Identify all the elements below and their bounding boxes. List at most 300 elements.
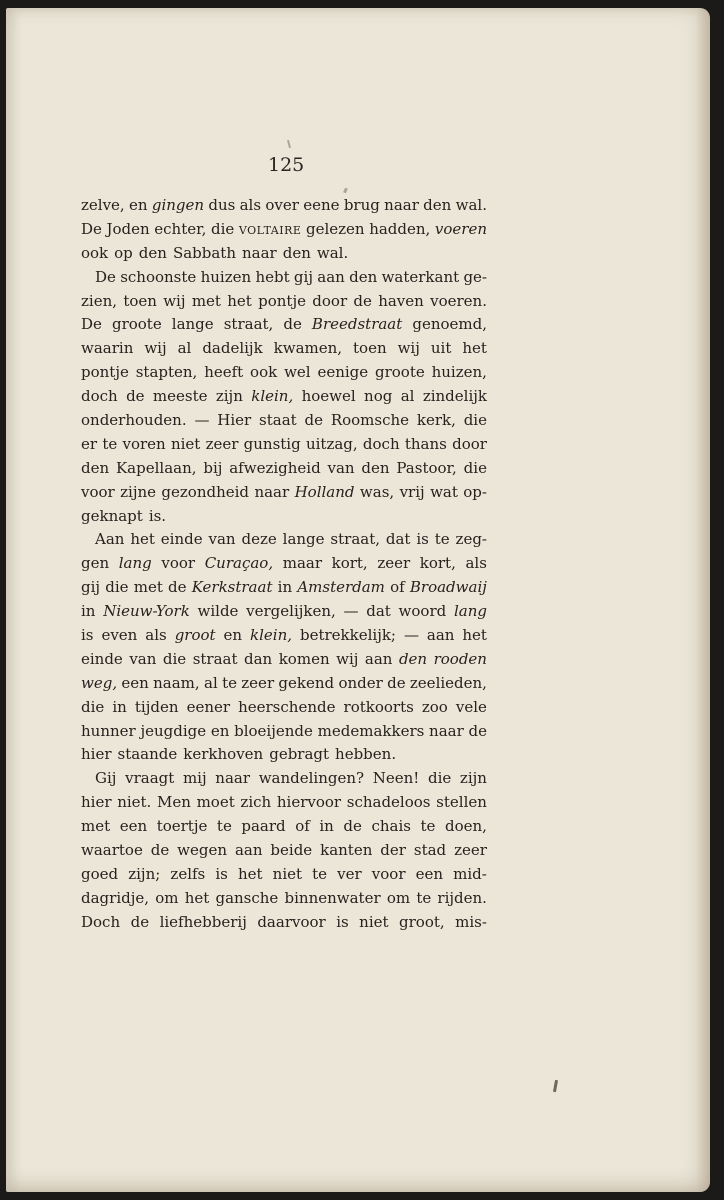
word: te [312, 864, 328, 883]
word: gen [81, 554, 110, 573]
word: met [81, 817, 111, 836]
word: daarvoor [257, 912, 326, 931]
word: wandelingen? [258, 769, 365, 788]
word: in [319, 817, 334, 836]
text-line [81, 409, 487, 433]
word: zeer [241, 673, 275, 692]
word: uit [430, 339, 452, 358]
word: die [105, 578, 129, 597]
word: den [398, 649, 428, 668]
word: wal. [455, 196, 487, 214]
word: Pastoor, [396, 458, 457, 477]
text-line [81, 242, 487, 266]
word: doch [81, 387, 118, 406]
word: te [434, 530, 450, 549]
word: zeer [454, 841, 487, 860]
word: doen, [444, 817, 487, 836]
word: met [133, 578, 163, 597]
text-line [81, 863, 487, 887]
word: niet [170, 434, 201, 453]
word: De [81, 315, 102, 334]
word: zelfs [170, 864, 206, 883]
text-line [81, 290, 487, 314]
word: ver [337, 864, 362, 883]
word: kerk, [416, 411, 456, 430]
word: Breedstraat [311, 315, 403, 334]
word: dat [385, 530, 411, 549]
word: die [463, 458, 487, 477]
text-line [81, 481, 487, 505]
word: moet [196, 793, 235, 812]
word: zien, [81, 291, 118, 310]
word: afwezigheid [229, 458, 321, 477]
word: lang [453, 602, 487, 621]
word: huizen [200, 267, 252, 286]
word: thans [404, 434, 447, 453]
word: gebragt [269, 745, 330, 764]
word: toen [353, 339, 387, 358]
word: zeg- [455, 530, 487, 549]
word: stad [413, 841, 447, 860]
word: eenige [317, 363, 369, 382]
word: vergelijken, [246, 602, 336, 621]
word: Kerkstraat [191, 578, 273, 597]
word: wegen [177, 841, 228, 860]
word: lang [118, 554, 152, 573]
text-line [81, 433, 487, 457]
text-line [81, 600, 487, 624]
word: zijn [215, 387, 243, 406]
ink-mark [553, 1080, 558, 1092]
word: vrij [399, 482, 425, 501]
word: ook [81, 243, 109, 262]
word: dadelijk [202, 339, 263, 358]
word: — [194, 411, 210, 430]
word: aan [234, 841, 263, 860]
word: Curaçao, [204, 554, 274, 573]
word: huizen, [431, 363, 487, 382]
word: voeren [434, 219, 487, 238]
word: brug [343, 196, 380, 214]
body-text [81, 194, 487, 935]
word: Aan [95, 530, 125, 549]
word: binnenwater [284, 888, 381, 907]
word: genoemd, [412, 315, 487, 334]
word: was, [359, 482, 395, 501]
word: — [403, 626, 419, 645]
word: naar [254, 482, 290, 501]
word: het [462, 626, 487, 645]
word: voltaire [238, 219, 302, 238]
word: haven [378, 291, 424, 310]
word: Joden [106, 219, 150, 238]
word: hebben. [335, 745, 397, 764]
word: beide [270, 841, 313, 860]
word: die [427, 769, 452, 788]
word: doch [362, 434, 400, 453]
word: echter, [154, 219, 207, 238]
text-line [81, 576, 487, 600]
word: kort, [331, 554, 368, 573]
word: zeelieden, [409, 673, 487, 692]
word: einde [160, 530, 203, 549]
word: paard [241, 817, 286, 836]
text-line [81, 672, 487, 696]
word: om [386, 888, 411, 907]
word: Hier [217, 411, 252, 430]
text-line [81, 696, 487, 720]
word: te [222, 673, 237, 692]
word: bij [203, 458, 223, 477]
word: het [227, 291, 252, 310]
word: niet. [117, 793, 152, 812]
word: aan [364, 649, 393, 668]
word: zeer [377, 554, 411, 573]
word: door [452, 434, 487, 453]
ink-mark [343, 188, 348, 194]
word: Doch [81, 912, 121, 931]
word: liefhebberij [159, 912, 247, 931]
word: en [129, 196, 148, 214]
word: op [114, 243, 133, 262]
word: Men [157, 793, 191, 812]
word: dan [244, 649, 273, 668]
word: de [304, 411, 323, 430]
word: den [423, 196, 452, 214]
word: of [295, 817, 310, 836]
word: rotkoorts [343, 697, 414, 716]
word: in [277, 578, 293, 597]
word: ook [250, 363, 278, 382]
text-line [81, 720, 487, 744]
word: kwamen, [273, 339, 343, 358]
word: uitzag, [305, 434, 358, 453]
word: voor [371, 864, 406, 883]
word: dat [366, 602, 391, 621]
word: jeugdige [140, 721, 207, 740]
word: niet [359, 912, 389, 931]
word: de [343, 817, 362, 836]
word: den [361, 458, 390, 477]
word: als [465, 554, 487, 573]
text-line [81, 911, 487, 935]
text-line [81, 552, 487, 576]
word: schadeloos [346, 793, 431, 812]
page-edge [696, 8, 710, 1192]
word: bloeijende [234, 721, 313, 740]
word: der [380, 841, 406, 860]
word: den [138, 243, 167, 262]
text-line [81, 624, 487, 648]
word: dus [208, 196, 236, 214]
word: einde [81, 649, 123, 668]
word: waartoe [81, 841, 143, 860]
word: al [177, 339, 192, 358]
word: goed [81, 864, 119, 883]
word: zijne [120, 482, 157, 501]
word: een [415, 864, 444, 883]
word: mij [182, 769, 207, 788]
word: pontje [258, 291, 306, 310]
word: van [208, 530, 236, 549]
word: zijn [459, 769, 487, 788]
word: staande [117, 745, 178, 764]
word: wel [284, 363, 311, 382]
word: zeer [205, 434, 239, 453]
word: lange [282, 530, 325, 549]
word: wij [163, 291, 186, 310]
word: den [81, 458, 110, 477]
text-line [81, 266, 487, 290]
word: te [216, 817, 232, 836]
word: is [81, 626, 94, 645]
word: Holland [294, 482, 355, 501]
word: staat [259, 411, 297, 430]
word: hoewel [301, 387, 356, 406]
word: toertje [156, 817, 208, 836]
word: in [81, 602, 96, 621]
word: zindelijk [422, 387, 487, 406]
page-number: 125 [268, 154, 305, 176]
word: gij [293, 267, 313, 286]
word: naar [215, 769, 251, 788]
word: van [129, 649, 157, 668]
text-line [81, 385, 487, 409]
word: de [353, 291, 372, 310]
word: de [387, 673, 406, 692]
word: gekend [278, 673, 335, 692]
word: waarin [81, 339, 134, 358]
word: naar [242, 243, 277, 262]
word: de [468, 721, 487, 740]
word: tijden [134, 697, 179, 716]
word: vraagt [125, 769, 175, 788]
word: Roomsche [330, 411, 410, 430]
word: rooden [433, 649, 487, 668]
word: groote [111, 315, 162, 334]
word: het [130, 530, 155, 549]
text-line [81, 505, 487, 529]
word: ge- [463, 267, 487, 286]
word: aan [426, 626, 455, 645]
word: er [81, 434, 98, 453]
word: onder [338, 673, 383, 692]
word: De [81, 219, 102, 238]
word: Broadwaij [409, 578, 487, 597]
word: straat, [223, 315, 274, 334]
word: voren [122, 434, 166, 453]
word: straat [192, 649, 238, 668]
word: is [215, 864, 228, 883]
word: hadden, [369, 219, 431, 238]
word: gelezen [306, 219, 365, 238]
word: de [168, 578, 187, 597]
word: in [112, 697, 127, 716]
text-line [81, 218, 487, 242]
word: naam, [153, 673, 200, 692]
word: is [336, 912, 349, 931]
word: heeft [204, 363, 244, 382]
word: wij [144, 339, 167, 358]
word: mis- [455, 912, 487, 931]
word: den [349, 267, 378, 286]
word: Nieuw-York [103, 602, 190, 621]
word: de [150, 841, 170, 860]
word: Sabbath [172, 243, 236, 262]
word: woord [398, 602, 447, 621]
word: zelve, [81, 196, 125, 214]
word: het [237, 864, 263, 883]
word: om [155, 888, 179, 907]
word: gij [81, 578, 101, 597]
word: gingen [151, 196, 205, 214]
word: den [282, 243, 311, 262]
word: wal. [316, 243, 349, 262]
word: met [191, 291, 221, 310]
word: betrekkelijk; [299, 626, 396, 645]
word: hunner [81, 721, 136, 740]
text-line [81, 361, 487, 385]
word: die [81, 697, 105, 716]
word: hier [81, 793, 112, 812]
word: Neen! [372, 769, 420, 788]
word: voeren. [430, 291, 487, 310]
word: deze [241, 530, 277, 549]
word: nog [364, 387, 393, 406]
text-line [81, 815, 487, 839]
word: klein, [250, 626, 293, 645]
word: Gij [95, 769, 117, 788]
word: groot [174, 626, 216, 645]
text-line [81, 194, 487, 218]
word: kanten [320, 841, 373, 860]
word: als [145, 626, 167, 645]
word: wilde [197, 602, 239, 621]
word: of [390, 578, 405, 597]
word: naar [384, 196, 419, 214]
word: medemakkers [317, 721, 425, 740]
word: van [327, 458, 355, 477]
word: groote [375, 363, 425, 382]
word: eene [303, 196, 340, 214]
word: te [102, 434, 118, 453]
word: onderhouden. [81, 411, 187, 430]
word: maar [282, 554, 322, 573]
word: Amsterdam [297, 578, 385, 597]
word: hiervoor [276, 793, 342, 812]
word: een [119, 817, 148, 836]
word: chais [371, 817, 411, 836]
text-line [81, 337, 487, 361]
word: voor [81, 482, 115, 501]
word: de [283, 315, 302, 334]
word: die [463, 411, 487, 430]
word: het [462, 339, 487, 358]
word: niet [272, 864, 303, 883]
word: geknapt [81, 506, 143, 525]
word: even [101, 626, 138, 645]
text-line [81, 743, 487, 767]
word: straat, [330, 530, 380, 549]
word: rijden. [437, 888, 487, 907]
word: zich [240, 793, 272, 812]
word: te [420, 817, 436, 836]
word: stellen [436, 793, 487, 812]
text-line [81, 767, 487, 791]
text-line [81, 528, 487, 552]
word: stapten, [135, 363, 198, 382]
word: klein, [251, 387, 294, 406]
word: meeste [152, 387, 208, 406]
word: wij [336, 649, 359, 668]
word: vele [455, 697, 487, 716]
word: komen [278, 649, 330, 668]
word: door [312, 291, 348, 310]
word: mid- [453, 864, 487, 883]
word: die [211, 219, 235, 238]
book-page [6, 8, 710, 1192]
word: — [343, 602, 359, 621]
word: is [416, 530, 429, 549]
word: lange [171, 315, 214, 334]
word: zoo [421, 697, 448, 716]
word: over [265, 196, 299, 214]
text-line [81, 839, 487, 863]
word: naar [429, 721, 464, 740]
word: schoonste [120, 267, 197, 286]
word: waterkant [381, 267, 460, 286]
text-line [81, 457, 487, 481]
word: en [210, 721, 230, 740]
word: De [95, 267, 116, 286]
word: al [204, 673, 218, 692]
word: dagridje, [81, 888, 150, 907]
word: pontje [81, 363, 129, 382]
word: toen [123, 291, 157, 310]
word: hebt [255, 267, 290, 286]
word: gunstig [243, 434, 301, 453]
word: en [223, 626, 243, 645]
word: die [162, 649, 187, 668]
word: op- [463, 482, 487, 501]
ink-mark [287, 140, 291, 148]
text-line [81, 648, 487, 672]
word: wat [430, 482, 458, 501]
word: gezondheid [161, 482, 250, 501]
word: weg, [81, 673, 118, 692]
word: gansche [215, 888, 279, 907]
word: is. [148, 506, 167, 525]
word: kort, [419, 554, 456, 573]
text-line [81, 313, 487, 337]
word: de [130, 912, 150, 931]
word: al [400, 387, 415, 406]
word: voor [161, 554, 196, 573]
word: als [239, 196, 262, 214]
word: te [416, 888, 432, 907]
word: kerkhoven [183, 745, 264, 764]
text-line [81, 887, 487, 911]
text-line [81, 791, 487, 815]
word: zijn; [128, 864, 161, 883]
word: heerschende [238, 697, 336, 716]
word: aan [317, 267, 345, 286]
word: de [126, 387, 145, 406]
word: hier [81, 745, 112, 764]
word: wij [397, 339, 420, 358]
word: een [121, 673, 149, 692]
word: Kapellaan, [115, 458, 197, 477]
